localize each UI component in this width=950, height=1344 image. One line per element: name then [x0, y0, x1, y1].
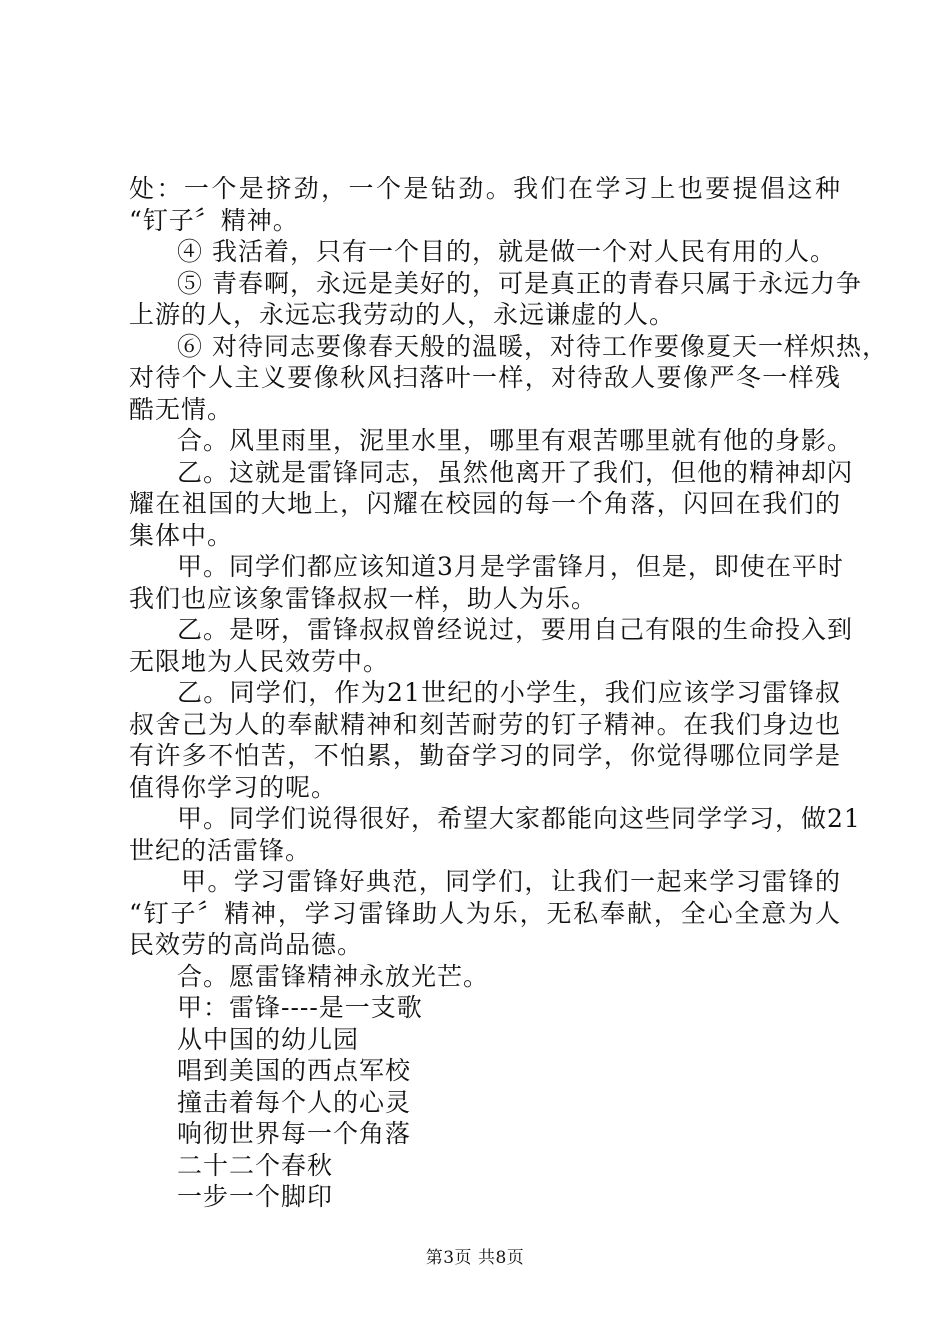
- text-line: ④ 我活着，只有一个目的，就是做一个对人民有用的人。: [177, 237, 836, 266]
- text-line: 响彻世界每一个角落: [177, 1119, 412, 1148]
- page-number-label: 第3页 共8页: [425, 1248, 525, 1268]
- text-line: 集体中。: [129, 520, 234, 550]
- text-line: 甲。同学们说得很好，希望大家都能向这些同学学习，做21: [177, 804, 861, 833]
- text-line: 酷无情。: [129, 394, 234, 424]
- text-line: 民效劳的高尚品德。: [129, 930, 364, 959]
- text-line: 值得你学习的呢。: [129, 772, 338, 802]
- text-line: 对待个人主义要像秋风扫落叶一样，对待敌人要像严冬一样残: [129, 363, 841, 392]
- text-line: 我们也应该象雷锋叔叔一样，助人为乐。: [129, 583, 598, 613]
- text-line: 从中国的幼儿园: [177, 1024, 360, 1054]
- text-line: 一步一个脚印: [177, 1182, 334, 1211]
- text-line: 合。风里雨里，泥里水里，哪里有艰苦哪里就有他的身影。: [177, 426, 854, 455]
- text-line: 二十二个春秋: [177, 1150, 334, 1180]
- text-line: 唱到美国的西点军校: [177, 1056, 412, 1085]
- text-line: 乙。是呀，雷锋叔叔曾经说过，要用自己有限的生命投入到: [177, 615, 854, 644]
- text-line: 甲。学习雷锋好典范，同学们，让我们一起来学习雷锋的: [181, 867, 841, 896]
- text-line: 有许多不怕苦，不怕累，勤奋学习的同学，你觉得哪位同学是: [129, 741, 841, 770]
- text-line: 甲：雷锋----是一支歌: [177, 993, 423, 1022]
- text-line: “钉子〞精神，学习雷锋助人为乐，无私奉献，全心全意为人: [129, 898, 841, 928]
- text-line: ⑤ 青春啊，永远是美好的，可是真正的青春只属于永远力争: [177, 268, 862, 298]
- page-footer: [0, 1243, 950, 1268]
- text-line: 甲。同学们都应该知道3月是学雷锋月，但是，即使在平时: [177, 552, 844, 581]
- text-line: 耀在祖国的大地上，闪耀在校园的每一个角落，闪回在我们的: [129, 489, 841, 518]
- text-line: 合。愿雷锋精神永放光芒。: [177, 961, 490, 991]
- text-line: 世纪的活雷锋。: [129, 835, 312, 865]
- document-body: [129, 173, 888, 1213]
- text-line: ⑥ 对待同志要像春天般的温暖，对待工作要像夏天一样炽热，: [177, 331, 888, 361]
- text-line: 乙。同学们，作为21世纪的小学生，我们应该学习雷锋叔: [177, 678, 841, 707]
- text-line: 处：一个是挤劲，一个是钻劲。我们在学习上也要提倡这种: [129, 174, 841, 203]
- text-line: 无限地为人民效劳中。: [129, 646, 390, 676]
- text-line: 撞击着每个人的心灵: [177, 1087, 412, 1117]
- text-line: 叔舍己为人的奉献精神和刻苦耐劳的钉子精神。在我们身边也: [129, 709, 841, 739]
- text-line: 乙。这就是雷锋同志，虽然他离开了我们，但他的精神却闪: [177, 457, 854, 487]
- text-line: 上游的人，永远忘我劳动的人，永远谦虚的人。: [129, 300, 676, 329]
- text-line: “钉子〞精神。: [129, 205, 299, 235]
